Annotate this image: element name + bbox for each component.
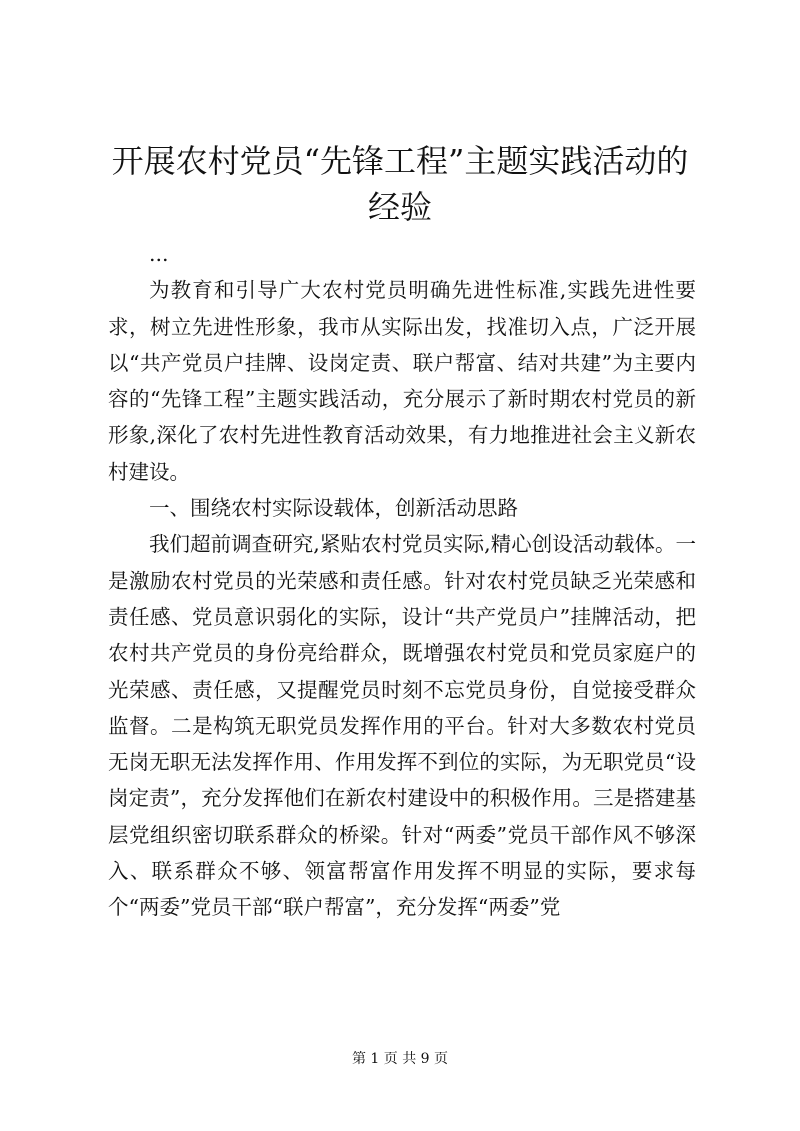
document-body [108, 236, 696, 926]
document-title: 开展农村党员“先锋工程”主题实践活动的经验 [111, 142, 689, 226]
ellipsis-line: ... [149, 242, 169, 266]
page-number: 第 1 页 共 9 页 [351, 1051, 449, 1067]
paragraph-section-1: 我们超前调查研究,紧贴农村党员实际,精心创设活动载体。一是激励农村党员的光荣感和责任感。针对农村党员缺乏光荣感和责任感、党员意识弱化的实际，设计“共产党员户”挂牌活动，把农村共产党员的身份亮给群众，既增强农村党员和党员家庭户的光荣感、责任感，又提醒党员时刻不忘党员身份，自觉接受群众监督。二是构筑无职党员发挥作用的平台。针对大多数农村党员无岗无职无法发挥作用、作用发挥不到位的实际，为无职党员“设岗定责”，充分发挥他们在新农村建设中的积极作用。三是搭建基层党组织密切联系群众的桥梁。针对“两委”党员干部作风不够深入、联系群众不够、领富帮富作用发挥不明显的实际，要求每个“两委”党员干部“联户帮富”，充分发挥“两委”党 [108, 532, 696, 920]
paragraph-intro: 为教育和引导广大农村党员明确先进性标准,实践先进性要求，树立先进性形象，我市从实际出发，找准切入点，广泛开展以“共产党员户挂牌、设岗定责、联户帮富、结对共建”为主要内容的“先锋工程”主题实践活动，充分展示了新时期农村党员的新形象,深化了农村先进性教育活动效果，有力地推进社会主义新农村建设。 [108, 278, 696, 484]
section-heading: 一、围绕农村实际设载体，创新活动思路 [149, 496, 518, 521]
